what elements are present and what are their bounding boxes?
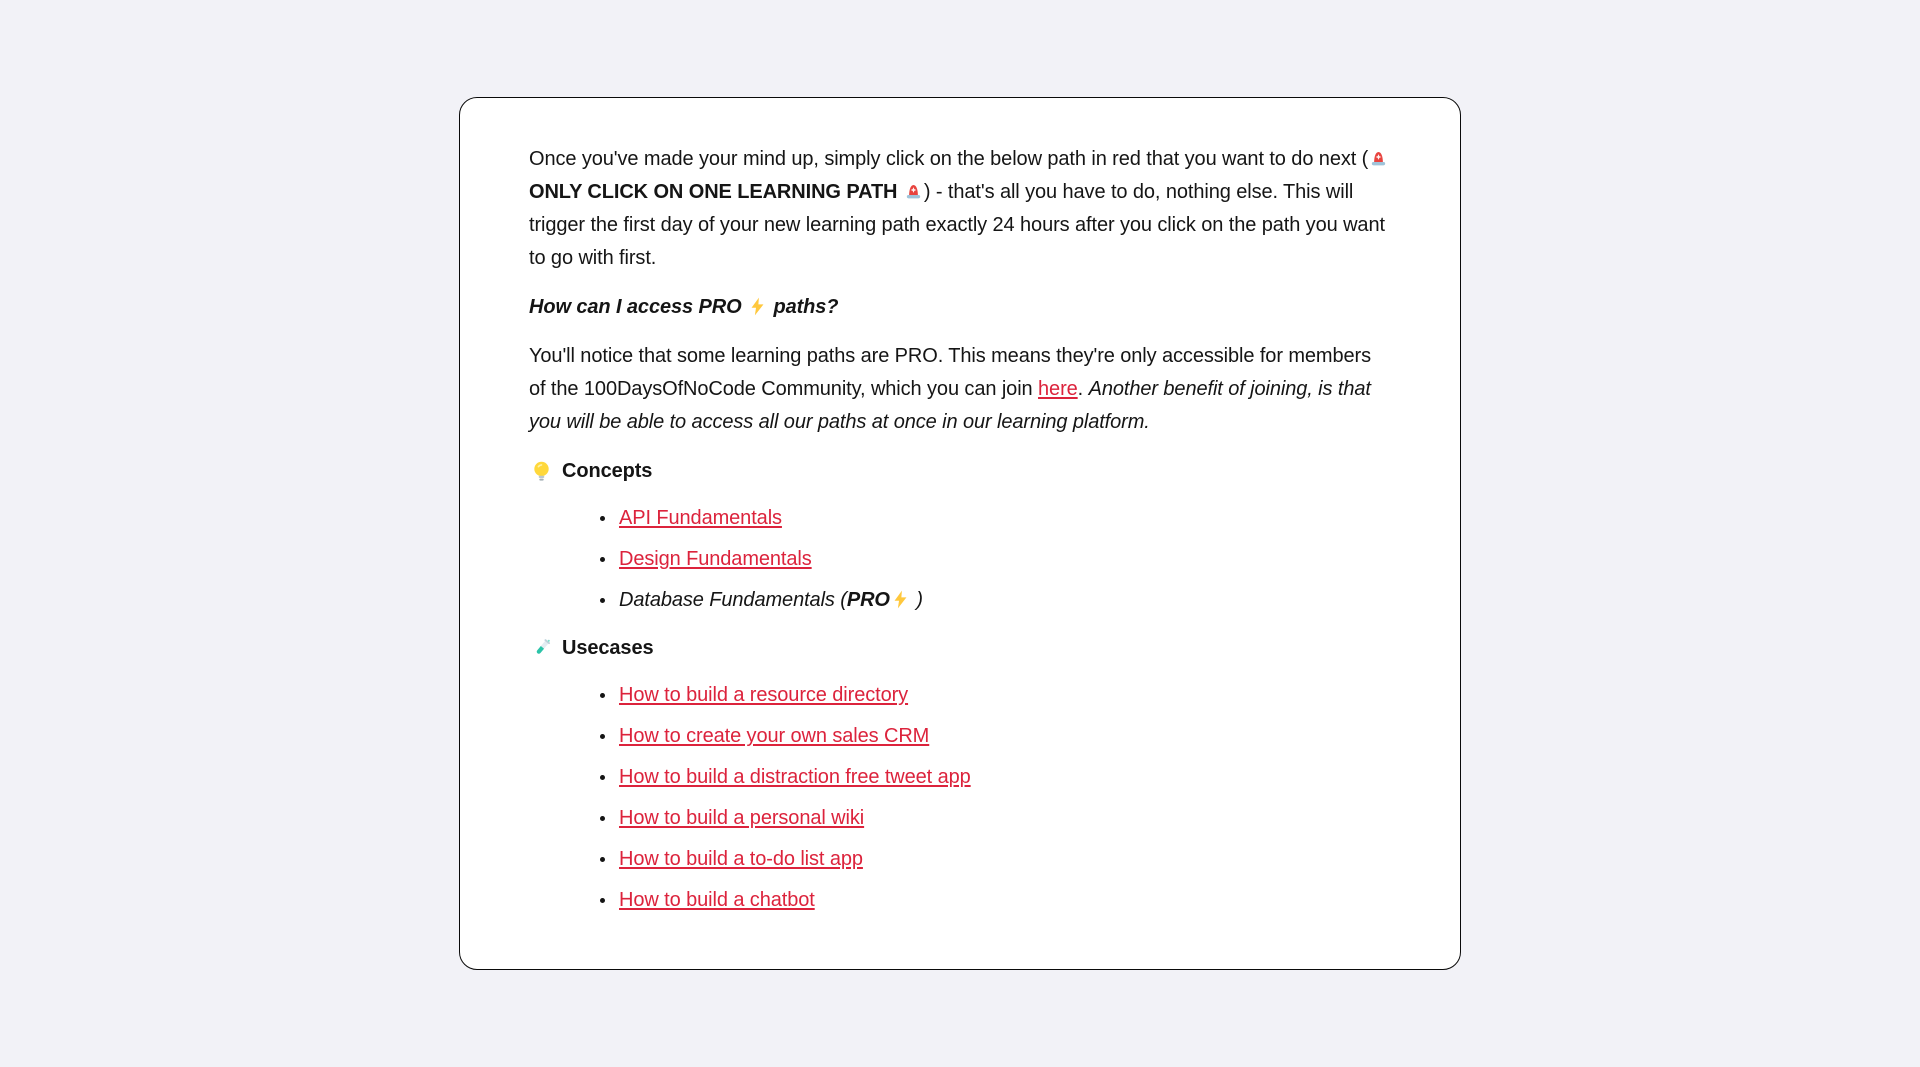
list-item xyxy=(617,543,1391,576)
text-segment: Another benefit of joining, is that you will be able to access all our paths at once in our learning platform. xyxy=(529,378,1371,433)
link-how-to-build-a-distraction-free-tweet-app[interactable]: How to build a distraction free tweet app xyxy=(619,766,971,788)
siren-icon xyxy=(1368,148,1389,169)
pro-explanation-paragraph xyxy=(529,340,1391,439)
link-how-to-build-a-resource-directory[interactable]: How to build a resource directory xyxy=(619,684,909,706)
text-segment: Once you've made your mind up, simply click on the below path in red that you want to do next ( xyxy=(529,148,1369,170)
concepts-heading xyxy=(529,455,1391,488)
link-how-to-build-a-chatbot[interactable]: How to build a chatbot xyxy=(619,889,815,911)
intro-paragraph xyxy=(529,143,1391,275)
text-segment: ONLY CLICK ON ONE LEARNING PATH xyxy=(529,181,898,203)
lightning-icon xyxy=(747,296,768,317)
siren-icon xyxy=(903,181,924,202)
list-item xyxy=(617,884,1391,917)
text-segment: PRO xyxy=(846,589,890,611)
concepts-list xyxy=(529,502,1391,617)
text-segment: . xyxy=(1077,378,1089,400)
list-item xyxy=(617,761,1391,794)
section-heading-label: Usecases xyxy=(562,637,654,659)
link-how-to-build-a-personal-wiki[interactable]: How to build a personal wiki xyxy=(619,807,865,829)
text-segment: paths? xyxy=(768,296,839,318)
link-here[interactable]: here xyxy=(1038,378,1078,400)
link-how-to-create-your-own-sales-crm[interactable]: How to create your own sales CRM xyxy=(619,725,930,747)
usecases-list xyxy=(529,679,1391,917)
list-item xyxy=(617,584,1391,617)
link-api-fundamentals[interactable]: API Fundamentals xyxy=(619,507,782,529)
list-item xyxy=(617,720,1391,753)
bulb-icon xyxy=(529,459,554,484)
test-tube-icon xyxy=(529,636,554,661)
learning-path-card xyxy=(459,97,1461,970)
lightning-icon xyxy=(890,589,911,610)
link-design-fundamentals[interactable]: Design Fundamentals xyxy=(619,548,812,570)
link-how-to-build-a-to-do-list-app[interactable]: How to build a to-do list app xyxy=(619,848,863,870)
section-heading-label: Concepts xyxy=(562,460,653,482)
text-segment: How can I access PRO xyxy=(529,296,747,318)
text-segment: Database Fundamentals ( xyxy=(619,589,847,611)
card-content xyxy=(529,143,1391,917)
list-item xyxy=(617,802,1391,835)
pro-access-question xyxy=(529,291,1391,324)
text-segment: ) xyxy=(910,589,923,611)
list-item xyxy=(617,502,1391,535)
usecases-heading xyxy=(529,632,1391,665)
text-segment: ) - that's all you have to do, nothing else. This will trigger the first day of your new learning path exactly 24 hours after you click on the path you want to go with first. xyxy=(529,181,1385,269)
list-item xyxy=(617,679,1391,712)
text-segment: You'll notice that some learning paths are PRO. This means they're only accessible for members of the 100DaysOfNoCode Community, which you can join xyxy=(529,345,1371,400)
list-item xyxy=(617,843,1391,876)
